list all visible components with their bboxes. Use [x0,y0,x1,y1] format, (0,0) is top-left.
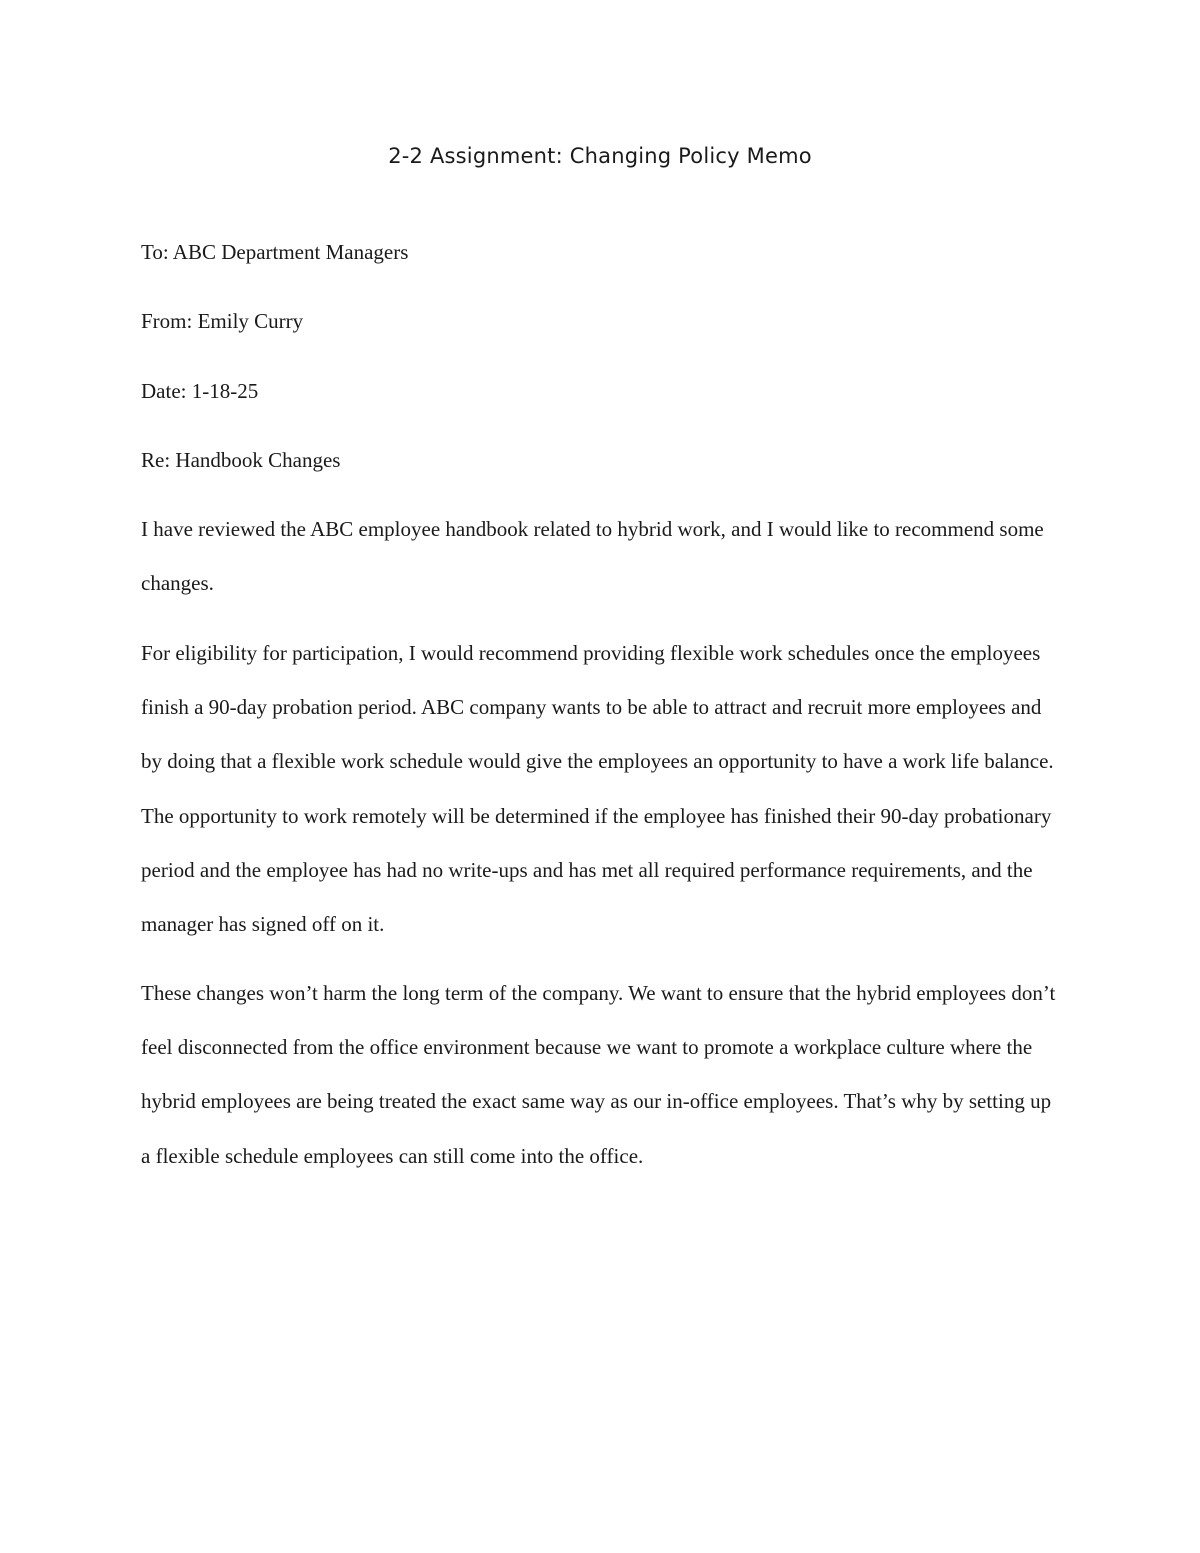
body-paragraph-3: These changes won’t harm the long term of the company. We want to ensure that the hybrid employees don’t feel disconnected from the office environment because we want to promote a workplace culture where the hybrid employees are being treated the exact same way as our in-office employees. That’s why by setting up a flexible schedule employees can still come into the office. [141,981,1056,1168]
memo-from-line: From: Emily Curry [141,309,304,333]
memo-title: 2-2 Assignment: Changing Policy Memo [388,144,812,168]
memo-re-line: Re: Handbook Changes [141,448,341,472]
body-paragraph-2: For eligibility for participation, I would recommend providing flexible work schedules once the employees finish a 90-day probation period. ABC company wants to be able to attract and recruit more employees and by doing that a flexible work schedule would give the employees an opportunity to have a work life balance. The opportunity to work remotely will be determined if the employee has finished their 90-day probationary period and the employee has had no write-ups and has met all required performance requirements, and the manager has signed off on it. [141,641,1054,937]
memo-date-line: Date: 1-18-25 [141,379,259,403]
memo-to-line: To: ABC Department Managers [141,240,409,264]
body-paragraph-1: I have reviewed the ABC employee handbook related to hybrid work, and I would like to recommend some changes. [141,517,1044,596]
